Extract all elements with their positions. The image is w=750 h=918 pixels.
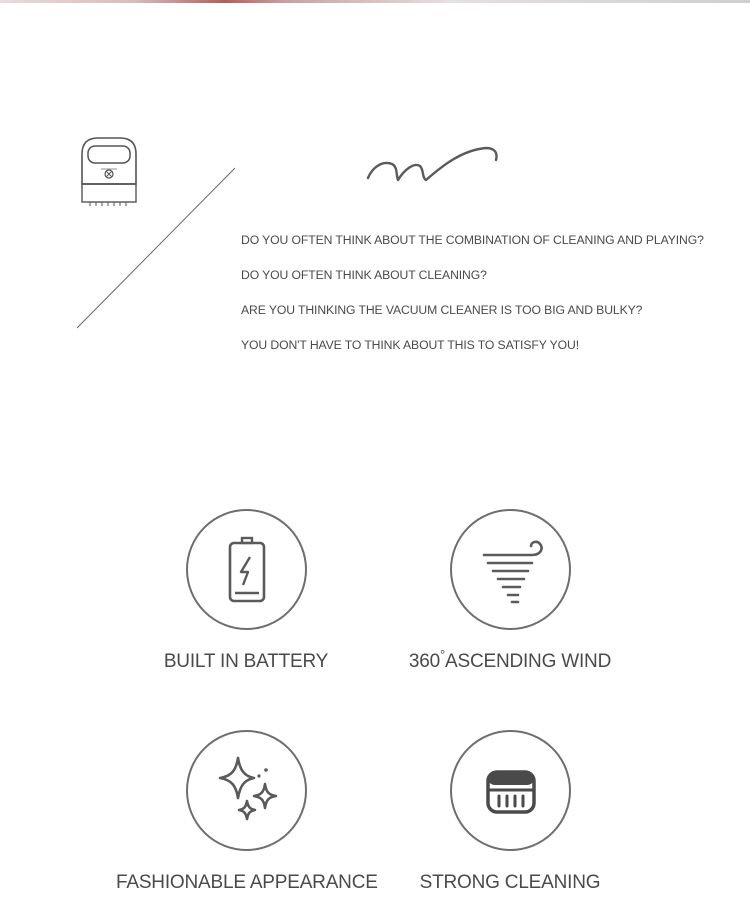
feature-icon-circle [450, 509, 571, 630]
wind-icon [452, 511, 569, 628]
feature-label: BUILT IN BATTERY [163, 651, 329, 672]
intro-question: YOU DON'T HAVE TO THINK ABOUT THIS TO SATISFY YOU! [241, 338, 579, 352]
feature-label-number: 360 [408, 651, 440, 672]
intro-questions [241, 233, 741, 373]
feature-label: FASHIONABLE APPEARANCE [116, 872, 378, 893]
intro-question: ARE YOU THINKING THE VACUUM CLEANER IS TOO BIG AND BULKY? [241, 303, 643, 317]
feature-icon-circle [186, 509, 307, 630]
diagonal-divider-line [70, 162, 245, 334]
brush-icon [452, 732, 569, 849]
degree-sign: ° [440, 647, 445, 662]
feature-label-text: ASCENDING WIND [445, 651, 612, 672]
intro-question: DO YOU OFTEN THINK ABOUT CLEANING? [241, 268, 487, 282]
handwritten-signature-stroke [362, 140, 504, 188]
feature-icon-circle [450, 730, 571, 851]
feature-strong-cleaning [380, 730, 640, 894]
intro-question: DO YOU OFTEN THINK ABOUT THE COMBINATION OF CLEANING AND PLAYING? [241, 233, 704, 247]
sparkle-icon [188, 732, 305, 849]
feature-label: STRONG CLEANING [419, 872, 601, 893]
top-decorative-band [0, 0, 750, 3]
feature-built-in-battery [116, 509, 376, 673]
battery-icon [188, 511, 305, 628]
feature-ascending-wind [380, 509, 640, 673]
feature-label [380, 647, 640, 673]
feature-icon-circle [186, 730, 307, 851]
feature-fashionable-appearance [116, 730, 376, 894]
